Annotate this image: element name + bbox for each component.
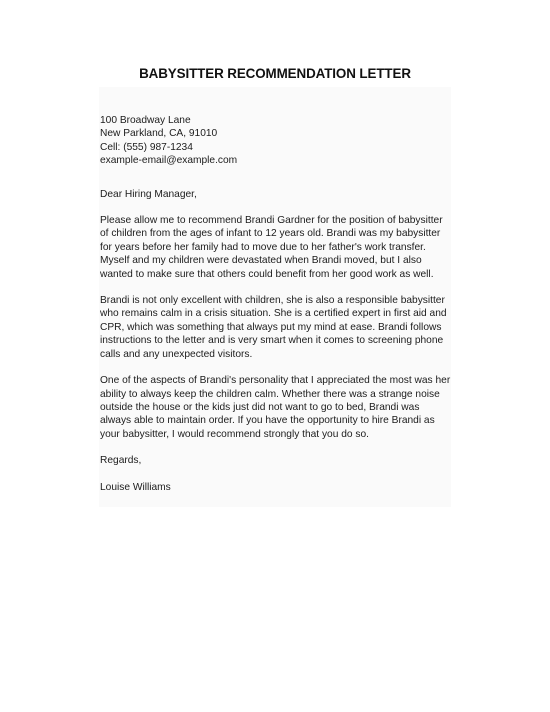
letter-title: BABYSITTER RECOMMENDATION LETTER: [139, 66, 411, 81]
closing: Regards,: [100, 455, 142, 467]
paragraph-1: Please allow me to recommend Brandi Gardner for the position of babysitter of children from the ages of infant to 12 years old. Brandi was my babysitter for years before her family had to move due to her father's work transfer. Myself and my children were devastated when Brandi moved, but I also wanted to make sure that others could benefit from her good work as well.: [100, 215, 443, 280]
letter-content: [100, 114, 452, 494]
paragraph-3: One of the aspects of Brandi's personality that I appreciated the most was her ability to always keep the children calm. Whether there was a strange noise outside the house or the kids just did not want to go to bed, Brandi was always able to maintain order. If you have the opportunity to hire Brandi as your babysitter, I would recommend strongly that you do so.: [100, 375, 451, 440]
address-street: 100 Broadway Lane: [100, 115, 191, 126]
signature: Louise Williams: [100, 481, 171, 493]
paragraph-2: Brandi is not only excellent with children, she is also a responsible babysitter who remains calm in a crisis situation. She is a certified expert in first aid and CPR, which was something that always put my mind at ease. Brandi follows instructions to the letter and is very smart when it comes to screening phone calls and any unexpected visitors.: [100, 295, 447, 360]
sender-address: [100, 114, 452, 168]
address-cell: Cell: (555) 987-1234: [100, 141, 193, 153]
address-email: example-email@example.com: [100, 155, 238, 167]
address-city: New Parkland, CA, 91010: [100, 128, 218, 140]
salutation: Dear Hiring Manager,: [100, 188, 197, 200]
